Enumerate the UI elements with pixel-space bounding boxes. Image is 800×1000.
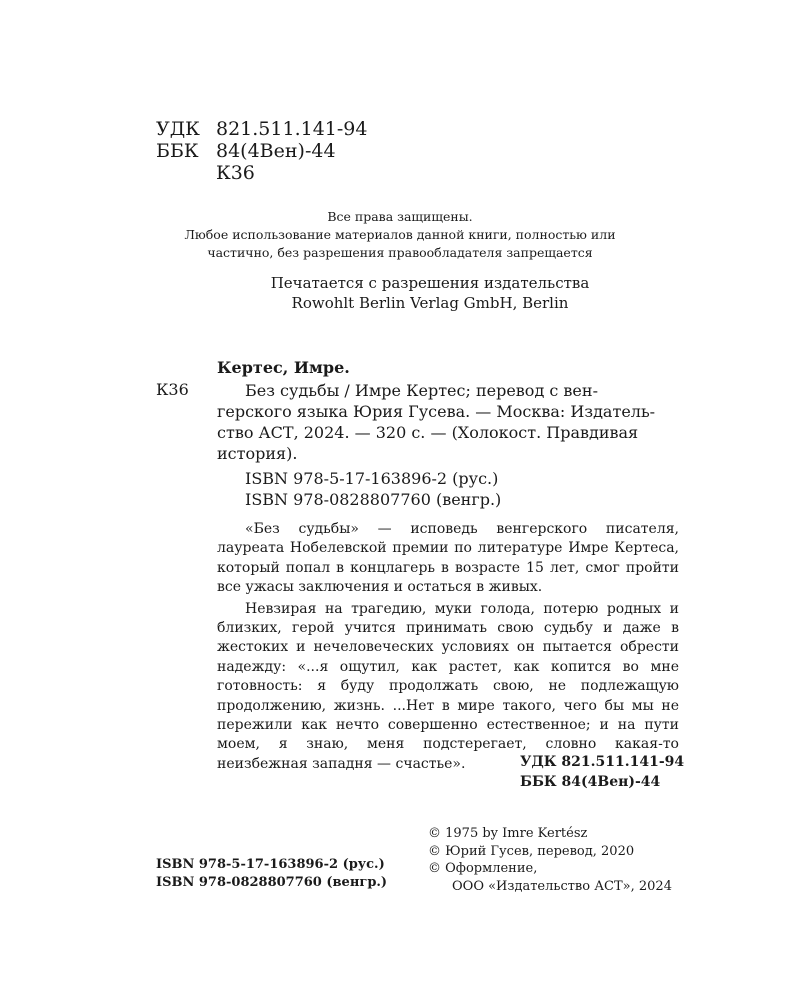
udk-row bbox=[156, 118, 367, 140]
description-line-4: история). bbox=[217, 444, 298, 463]
copyright-line-4: ООО «Издательство АСТ», 2024 bbox=[452, 878, 672, 894]
annotation bbox=[217, 520, 679, 774]
bottom-isbn-hu: ISBN 978-0828807760 (венгр.) bbox=[156, 875, 388, 890]
rights-line-2: Любое использование материалов данной книги, полностью или bbox=[184, 227, 616, 242]
record-isbn-block bbox=[245, 468, 501, 510]
record-author-mark: К36 bbox=[156, 380, 189, 399]
bbk-value: 84(4Вен)-44 bbox=[216, 140, 336, 162]
bottom-classification bbox=[520, 752, 684, 792]
rights-notice bbox=[170, 208, 630, 262]
bbk-label: ББК bbox=[156, 140, 199, 162]
bottom-isbn-ru: ISBN 978-5-17-163896-2 (рус.) bbox=[156, 857, 385, 872]
record-isbn-hu: ISBN 978-0828807760 (венгр.) bbox=[245, 490, 502, 509]
permission-line-2: Rowohlt Berlin Verlag GmbH, Berlin bbox=[291, 294, 569, 312]
record-author: Кертес, Имре. bbox=[217, 358, 350, 377]
rights-line-1: Все права защищены. bbox=[327, 209, 473, 224]
bottom-udk: УДК 821.511.141-94 bbox=[520, 754, 685, 770]
bottom-isbn-block bbox=[156, 856, 387, 892]
copyright-line-2: © Юрий Гусев, перевод, 2020 bbox=[428, 843, 635, 859]
record-isbn-ru: ISBN 978-5-17-163896-2 (рус.) bbox=[245, 469, 499, 488]
annotation-paragraph-2: Невзирая на трагедию, муки голода, потерю родных и близких, герой учится принимать свою судьбу и даже в жестоких и нечеловеческих условиях он пытается обрести надежду: «...я ощутил, как растет, как копится во мне готовность: я буду продолжать свою, не подлежащую продолжению, жизнь. ...Нет в мире такого, чего бы мы не пережили как нечто совершенно естественное; и на пути моем, я знаю, меня подстерегает, словно какая-то неизбежная западня — счастье». bbox=[217, 600, 679, 772]
permission-notice bbox=[230, 273, 630, 313]
copyright-line-3: © Оформление, bbox=[428, 861, 538, 876]
bbk-row bbox=[156, 140, 367, 162]
permission-line-1: Печатается с разрешения издательства bbox=[270, 274, 590, 292]
bottom-bbk: ББК 84(4Вен)-44 bbox=[520, 774, 661, 790]
author-mark: К36 bbox=[216, 162, 255, 184]
description-line-2: герского языка Юрия Гусева. — Москва: Издатель- bbox=[217, 402, 656, 421]
rights-line-3: частично, без разрешения правообладателя запрещается bbox=[207, 245, 593, 260]
description-line-3: ство АСТ, 2024. — 320 с. — (Холокост. Правдивая bbox=[217, 423, 639, 442]
udk-value: 821.511.141-94 bbox=[216, 118, 368, 140]
classification-block bbox=[156, 118, 367, 184]
copyright-line-1: © 1975 by Imre Kertész bbox=[428, 826, 588, 841]
author-mark-row bbox=[156, 162, 367, 184]
record-description bbox=[217, 380, 679, 464]
copyright-block bbox=[428, 825, 672, 895]
annotation-paragraph-1: «Без судьбы» — исповедь венгерского писателя, лауреата Нобелевской премии по литературе Имре Кертеса, который попал в концлагерь в возрасте 15 лет, смог пройти все ужасы заключения и остаться в живых. bbox=[217, 521, 679, 596]
description-line-1: Без судьбы / Имре Кертес; перевод с вен- bbox=[245, 381, 598, 400]
udk-label: УДК bbox=[156, 118, 200, 140]
